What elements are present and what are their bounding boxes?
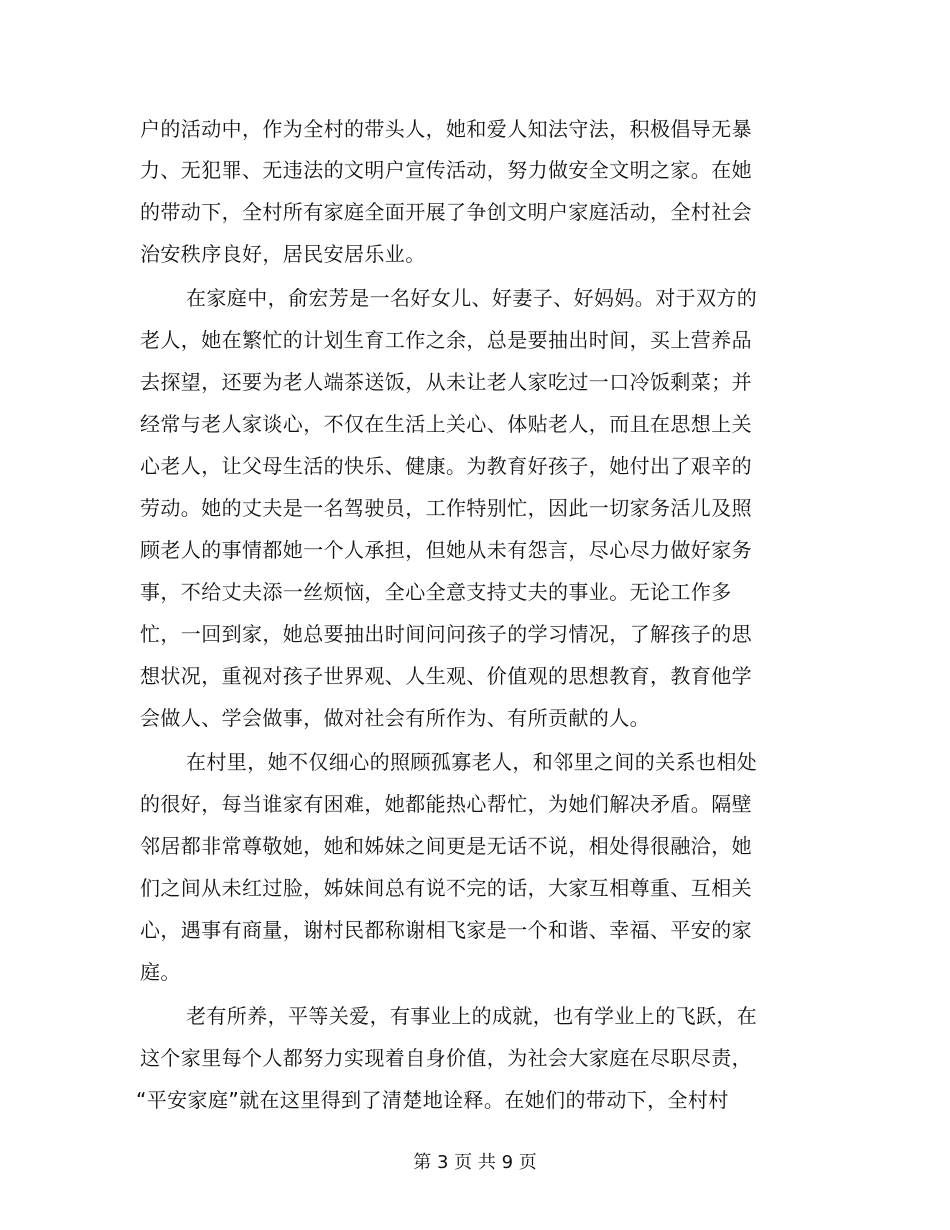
paragraph-first-line: 在村里，她不仅细心的照顾孤寡老人，和邻里之间的关系也相处 xyxy=(186,750,758,774)
text-line: 老人，她在繁忙的计划生育工作之余，总是要抽出时间，买上营养品 xyxy=(140,328,752,352)
text-line: 这个家里每个人都努力实现着自身价值，为社会大家庭在尽职尽责， xyxy=(140,1046,752,1070)
text-line: 们之间从未红过脸，姊妹间总有说不完的话，大家互相尊重、互相关 xyxy=(140,876,752,900)
text-line: 劳动。她的丈夫是一名驾驶员，工作特别忙，因此一切家务活儿及照 xyxy=(140,496,752,520)
text-line: 事，不给丈夫添一丝烦恼，全心全意支持丈夫的事业。无论工作多 xyxy=(140,580,732,604)
text-line: 心，遇事有商量，谢村民都称谢相飞家是一个和谐、幸福、平安的家 xyxy=(140,918,752,942)
text-line: 去探望，还要为老人端茶送饭，从未让老人家吃过一口冷饭剩菜；并 xyxy=(140,370,752,394)
text-line: 的很好，每当谁家有困难，她都能热心帮忙，为她们解决矛盾。隔壁 xyxy=(140,792,752,816)
text-line: 邻居都非常尊敬她，她和姊妹之间更是无话不说，相处得很融洽，她 xyxy=(140,834,752,858)
text-line: 心老人，让父母生活的快乐、健康。为教育好孩子，她付出了艰辛的 xyxy=(140,454,752,478)
text-line: 忙，一回到家，她总要抽出时间问问孩子的学习情况，了解孩子的思 xyxy=(140,622,752,646)
page-number-footer: 第 3 页 共 9 页 xyxy=(413,1152,537,1173)
text-line: 的带动下，全村所有家庭全面开展了争创文明户家庭活动，全村社会 xyxy=(140,200,752,224)
text-line: 治安秩序良好，居民安居乐业。 xyxy=(140,242,426,266)
text-line: 顾老人的事情都她一个人承担，但她从未有怨言，尽心尽力做好家务 xyxy=(140,538,752,562)
text-line: 力、无犯罪、无违法的文明户宣传活动，努力做安全文明之家。在她 xyxy=(140,158,752,182)
text-line: 庭。 xyxy=(140,960,181,984)
paragraph-first-line: 在家庭中，俞宏芳是一名好女儿、好妻子、好妈妈。对于双方的 xyxy=(186,286,758,310)
text-line: 想状况，重视对孩子世界观、人生观、价值观的思想教育，教育他学 xyxy=(140,664,752,688)
text-line: “平安家庭”就在这里得到了清楚地诠释。在她们的带动下，全村村 xyxy=(136,1088,729,1112)
text-line: 户的活动中，作为全村的带头人，她和爱人知法守法，积极倡导无暴 xyxy=(140,117,752,141)
paragraph-first-line: 老有所养，平等关爱，有事业上的成就，也有学业上的飞跃，在 xyxy=(186,1004,758,1028)
text-line: 会做人、学会做事，做对社会有所作为、有所贡献的人。 xyxy=(140,706,650,730)
text-line: 经常与老人家谈心，不仅在生活上关心、体贴老人，而且在思想上关 xyxy=(140,412,752,436)
